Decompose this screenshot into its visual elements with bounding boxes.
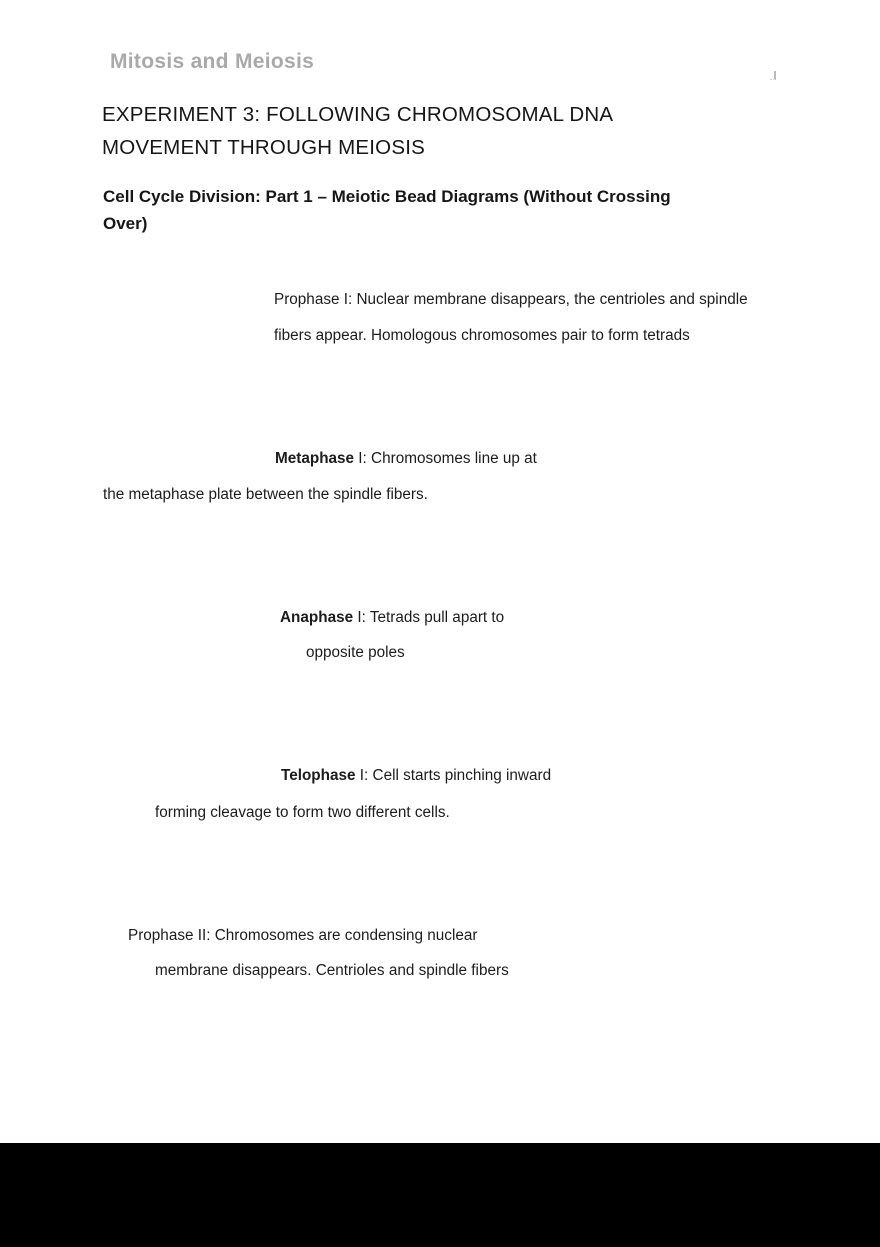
phase-text: Prophase I: Nuclear membrane disappears, the centrioles and spindle	[274, 291, 748, 308]
phase-bold-label: Telophase	[281, 767, 356, 784]
section-heading-line-2: Over)	[103, 214, 148, 233]
prophase-1-line-1	[274, 291, 748, 309]
metaphase-1-line-2	[103, 486, 428, 504]
phase-text: fibers appear. Homologous chromosomes pair to form tetrads	[274, 327, 690, 344]
phase-bold-label: Anaphase	[280, 609, 354, 626]
stray-mark	[770, 71, 776, 80]
phase-text: I: Tetrads pull apart to	[353, 609, 505, 626]
phase-text: Prophase II: Chromosomes are condensing nuclear	[128, 927, 478, 944]
telophase-1-line-2	[155, 804, 450, 822]
prophase-2-line-2	[155, 962, 509, 980]
phase-text: the metaphase plate between the spindle fibers.	[103, 486, 428, 503]
telophase-1-line-1	[281, 767, 551, 785]
document-title: Mitosis and Meiosis	[110, 50, 315, 73]
bottom-black-image-block	[0, 1143, 880, 1247]
phase-text: opposite poles	[306, 644, 405, 661]
anaphase-1-line-1	[280, 609, 504, 627]
phase-text: membrane disappears. Centrioles and spindle fibers	[155, 962, 509, 979]
phase-bold-label: Metaphase	[275, 450, 355, 467]
metaphase-1-line-1	[275, 450, 537, 468]
prophase-2-line-1	[128, 927, 477, 945]
page-heading-line-2: MOVEMENT THROUGH MEIOSIS	[102, 136, 425, 159]
phase-text: forming cleavage to form two different cells.	[155, 804, 450, 821]
phase-text: I: Chromosomes line up at	[354, 450, 537, 467]
prophase-1-line-2	[274, 327, 690, 345]
section-heading-line-1: Cell Cycle Division: Part 1 – Meiotic Bead Diagrams (Without Crossing	[103, 187, 671, 206]
anaphase-1-line-2	[306, 644, 405, 662]
page-heading-line-1: EXPERIMENT 3: FOLLOWING CHROMOSOMAL DNA	[102, 103, 614, 126]
phase-text: I: Cell starts pinching inward	[355, 767, 552, 784]
